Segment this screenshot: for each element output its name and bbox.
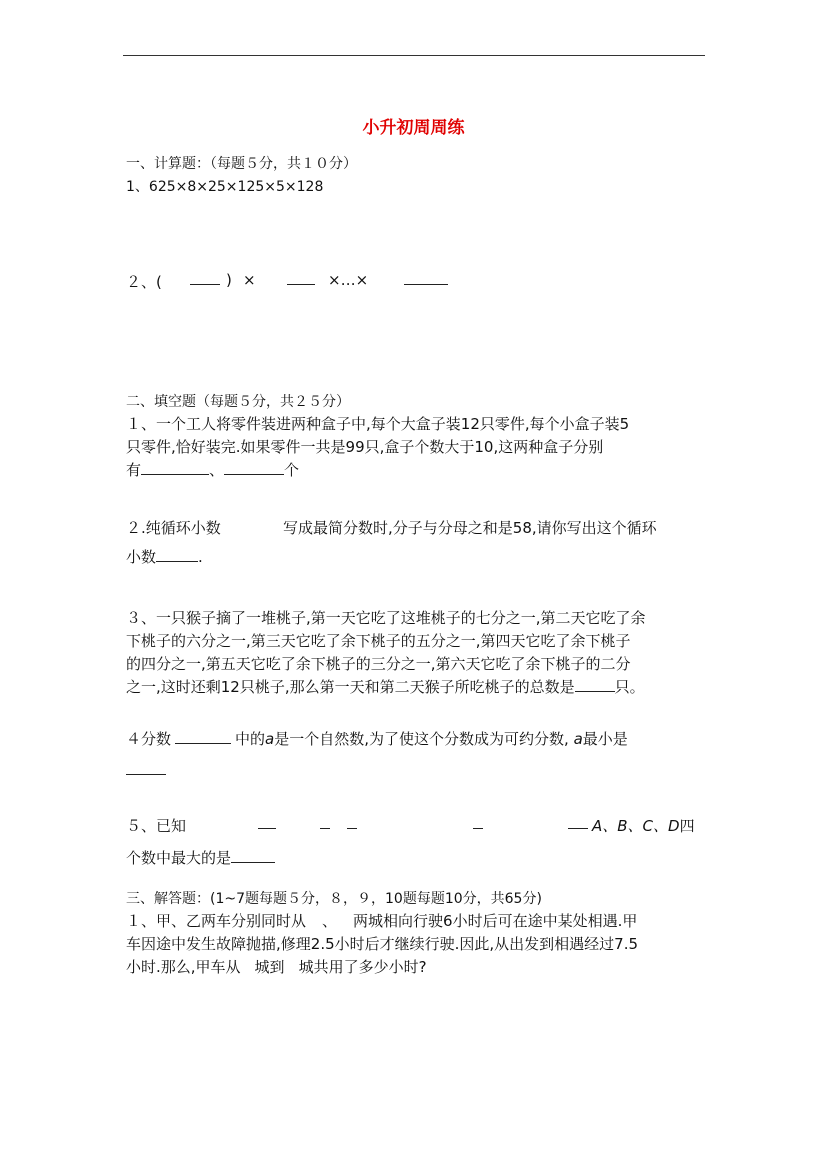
answer-blank <box>575 679 615 692</box>
section2-q4-a: ４分数 <box>126 730 172 748</box>
section2-q3-line4-a: 之一,这时还剩12只桃子,那么第一天和第二天猴子所吃桃子的总数是 <box>126 678 575 696</box>
section2-q4-var2: a <box>573 730 583 748</box>
section3-q1-line3-b: 城到 <box>254 958 285 976</box>
section1-heading: 一、计算题：（每题５分，共１０分） <box>126 156 357 172</box>
section2-q3-line4 <box>126 677 645 697</box>
section2-q5-vars: A、B、C、D <box>592 817 680 835</box>
section2-q5-line2 <box>126 848 275 868</box>
section2-q4-b: 中的 <box>235 730 266 748</box>
section2-q5-bar5 <box>568 815 588 833</box>
section1-q2-blank3 <box>404 271 448 289</box>
section2-q5-bar3 <box>347 815 357 833</box>
section2-q1-line2: 只零件,恰好装完.如果零件一共是99只,盒子个数大于10,这两种盒子分别 <box>126 438 604 456</box>
section1-q2-close: ) <box>226 271 232 289</box>
section2-q2-line2-b: . <box>198 548 203 566</box>
section2-q4-var: a <box>265 730 275 748</box>
section3-q1-line1 <box>126 911 637 931</box>
answer-blank <box>231 850 275 863</box>
section2-q5-bar1 <box>258 815 276 833</box>
section2-q4-answer-blank <box>126 761 166 779</box>
section3-heading: 三、解答题：(1~7题每题５分，８，９，10题每题10分，共65分) <box>126 891 542 907</box>
section2-q5-bar4 <box>473 815 483 833</box>
section2-q4-c: 是一个自然数,为了使这个分数成为可约分数, <box>274 730 569 748</box>
section3-q1-line3-c: 城共用了多少小时? <box>298 958 427 976</box>
section3-q1-line2: 车因途中发生故障抛描,修理2.5小时后才继续行驶.因此,从出发到相遇经过7.5 <box>126 935 639 953</box>
section1-q2-prefix: ２、( <box>126 273 162 291</box>
answer-blank <box>224 462 284 475</box>
section3-q1-line1-a: １、甲、乙两车分别同时从 <box>126 912 307 930</box>
section1-q2-blank1 <box>190 271 220 289</box>
section2-q3-line1: ３、一只猴子摘了一堆桃子,第一天它吃了这堆桃子的七分之一,第二天它吃了余 <box>126 609 646 627</box>
section3-q1-line1-c: 两城相向行驶6小时后可在途中某处相遇.甲 <box>353 912 638 930</box>
header-rule <box>123 55 705 56</box>
section2-q1-line3 <box>126 460 299 480</box>
section2-q4 <box>126 729 628 749</box>
section2-q1-line1: １、一个工人将零件装进两种盒子中,每个大盒子装12只零件,每个小盒子装5 <box>126 415 630 433</box>
section2-q1-line3-b: 、 <box>209 461 225 479</box>
answer-blank <box>156 549 198 562</box>
section1-q2-blank2 <box>287 271 315 289</box>
section2-q4-d: 最小是 <box>582 730 628 748</box>
page-title: 小升初周周练 <box>362 118 465 138</box>
section2-q1-line3-a: 有 <box>126 461 142 479</box>
fraction-bar <box>175 731 231 744</box>
section2-q5-a: ５、已知 <box>126 817 187 835</box>
section2-q3-line3: 的四分之一,第五天它吃了余下桃子的三分之一,第六天它吃了余下桃子的二分 <box>126 655 631 673</box>
section2-q2-a: ２.纯循环小数 <box>126 519 221 537</box>
section3-q1-line3-a: 小时.那么,甲车从 <box>126 958 241 976</box>
section1-q2-times1: × <box>243 271 256 289</box>
section2-q2-line2 <box>126 547 203 567</box>
section2-q5-bar2 <box>320 815 330 833</box>
section2-q1-line3-c: 个 <box>284 461 300 479</box>
section2-q2-line2-a: 小数 <box>126 548 157 566</box>
section1-q1: 1、625×8×25×125×5×128 <box>126 179 324 195</box>
section2-q2-b: 写成最简分数时,分子与分母之和是58,请你写出这个循环 <box>283 519 657 537</box>
section2-q5-line2-text: 个数中最大的是 <box>126 849 232 867</box>
section1-q2-times2: ×…× <box>328 271 369 289</box>
section2-q5-tail <box>592 815 695 836</box>
section2-q3-line2: 下桃子的六分之一,第三天它吃了余下桃子的五分之一,第四天它吃了余下桃子 <box>126 632 631 650</box>
section2-heading: 二、填空题（每题５分，共２５分） <box>126 394 350 410</box>
section3-q1-line3 <box>126 957 427 977</box>
answer-blank <box>141 462 209 475</box>
section3-q1-line1-b: 、 <box>322 912 338 930</box>
section2-q5-c: 四 <box>679 817 695 835</box>
section2-q3-line4-b: 只。 <box>614 678 645 696</box>
